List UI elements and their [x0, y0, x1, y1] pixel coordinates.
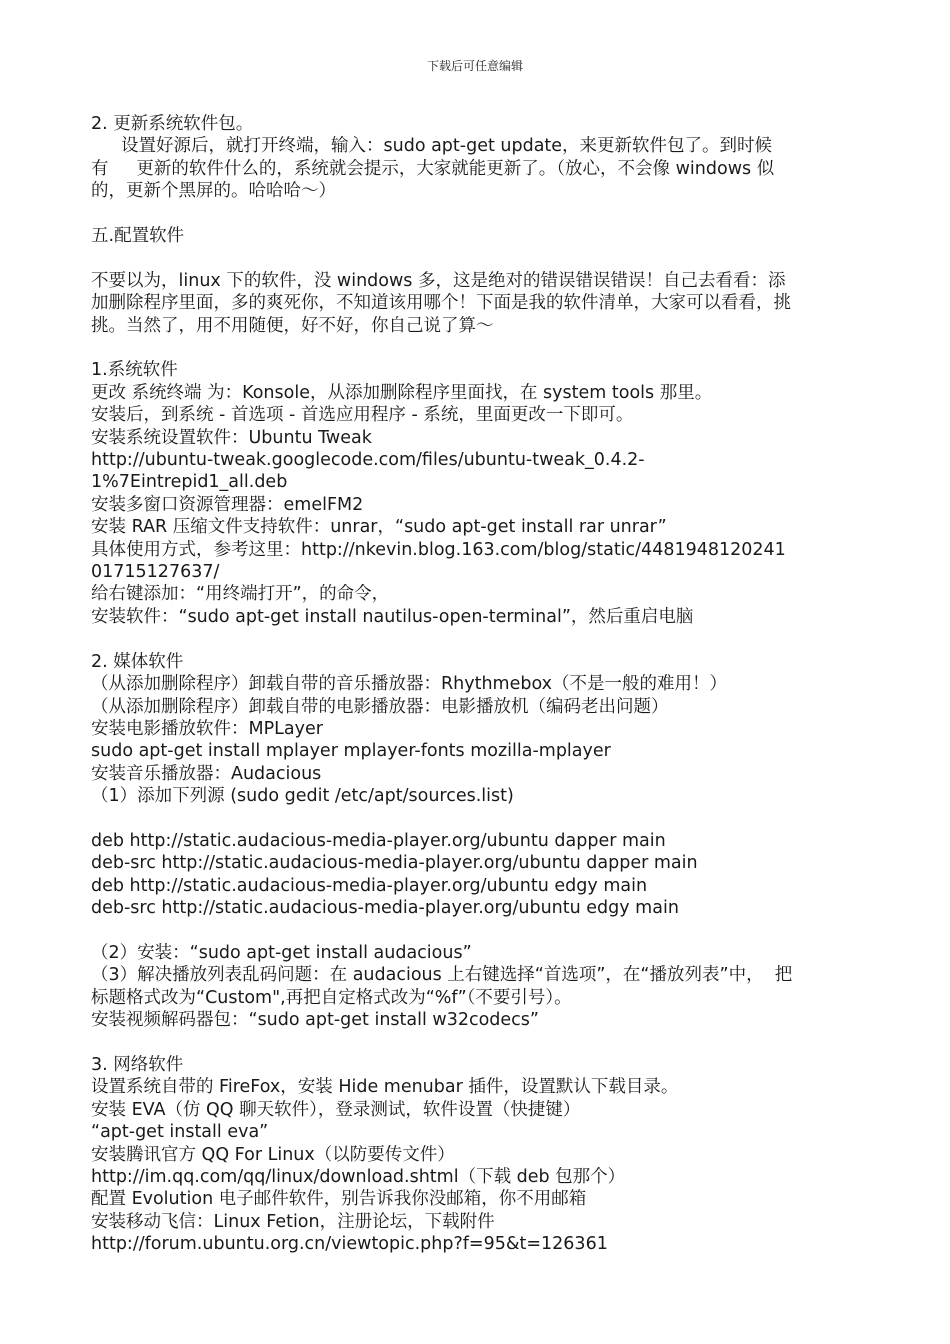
text-line: 安装多窗口资源管理器：emelFM2: [91, 494, 364, 515]
paragraph-line: 加删除程序里面，多的爽死你，不知道该用哪个！下面是我的软件清单，大家可以看看，挑: [91, 293, 791, 314]
url-line: 01715127637/: [91, 562, 220, 583]
subsection-title: 1.系统软件: [91, 360, 178, 381]
text-line: 安装腾讯官方 QQ For Linux（以防要传文件）: [91, 1144, 455, 1165]
text-line: 安装移动飞信：Linux Fetion，注册论坛，下载附件: [91, 1211, 495, 1232]
text-line: （1）添加下列源 (sudo gedit /etc/apt/sources.list): [91, 786, 514, 807]
source-line: deb http://static.audacious-media-player.org/ubuntu edgy main: [91, 875, 648, 896]
paragraph-line: 挑。当然了，用不用随便，好不好，你自己说了算～: [91, 315, 494, 336]
url-line: http://im.qq.com/qq/linux/download.shtml（下载 deb 包那个）: [91, 1166, 626, 1187]
paragraph-line: 的，更新个黑屏的。哈哈哈～）: [91, 181, 336, 202]
spacer: [91, 920, 861, 942]
text-line: （2）安装：“sudo apt-get install audacious”: [91, 942, 472, 963]
command-line: sudo apt-get install mplayer mplayer-fonts mozilla-mplayer: [91, 741, 611, 762]
text-line: 安装音乐播放器：Audacious: [91, 763, 322, 784]
paragraph-line: 有 更新的软件什么的，系统就会提示，大家就能更新了。（放心，不会像 windows 似: [91, 158, 775, 179]
url-line: http://ubuntu-tweak.googlecode.com/files/ubuntu-tweak_0.4.2-: [91, 450, 645, 471]
section-title: 2. 更新系统软件包。: [91, 114, 254, 134]
text-line: （3）解决播放列表乱码问题：在 audacious 上右键选择“首选项”，在“播放列表”中， 把: [91, 965, 793, 986]
spacer: [91, 247, 861, 269]
paragraph-line: 设置好源后，就打开终端，输入：sudo apt-get update，来更新软件包了。到时候: [121, 136, 773, 157]
document-body: [91, 113, 861, 1256]
spacer: [91, 628, 861, 650]
spacer: [91, 808, 861, 830]
subsection-title: 2. 媒体软件: [91, 651, 184, 672]
page-header: 下载后可任意编辑: [426, 59, 523, 73]
text-line: 给右键添加：“用终端打开”，的命令，: [91, 584, 390, 605]
url-line: 1%7Eintrepid1_all.deb: [91, 472, 288, 493]
text-line: 具体使用方式，参考这里：http://nkevin.blog.163.com/blog/static/4481948120241: [91, 539, 786, 560]
text-line: 安装视频解码器包：“sudo apt-get install w32codecs”: [91, 1010, 539, 1031]
text-line: 安装 RAR 压缩文件支持软件：unrar，“sudo apt-get install rar unrar”: [91, 517, 667, 538]
source-line: deb-src http://static.audacious-media-player.org/ubuntu edgy main: [91, 898, 679, 919]
text-line: 设置系统自带的 FireFox，安装 Hide menubar 插件，设置默认下载目录。: [91, 1077, 679, 1098]
text-line: 安装 EVA（仿 QQ 聊天软件），登录测试，软件设置（快捷键）: [91, 1099, 581, 1120]
paragraph-line: 不要以为，linux 下的软件，没 windows 多，这是绝对的错误错误错误！自己去看看：添: [91, 270, 786, 291]
text-line: 安装系统设置软件：Ubuntu Tweak: [91, 427, 372, 448]
spacer: [91, 1032, 861, 1054]
text-line: 标题格式改为“Custom",再把自定格式改为“%f”（不要引号）。: [91, 987, 572, 1008]
text-line: 安装电影播放软件：MPLayer: [91, 718, 323, 739]
text-line: 安装软件：“sudo apt-get install nautilus-open-terminal”，然后重启电脑: [91, 606, 694, 627]
source-line: deb http://static.audacious-media-player.org/ubuntu dapper main: [91, 830, 666, 851]
section-title: 五.配置软件: [91, 226, 185, 247]
subsection-title: 3. 网络软件: [91, 1054, 184, 1075]
command-line: “apt-get install eva”: [91, 1122, 269, 1143]
text-line: （从添加删除程序）卸载自带的音乐播放器：Rhythmebox（不是一般的难用！）: [91, 674, 728, 695]
url-line: http://forum.ubuntu.org.cn/viewtopic.php?f=95&t=126361: [91, 1234, 608, 1255]
spacer: [91, 337, 861, 359]
text-line: 更改 系统终端 为：Konsole，从添加删除程序里面找，在 system tools 那里。: [91, 382, 713, 403]
text-line: 安装后，到系统 - 首选项 - 首选应用程序 - 系统，里面更改一下即可。: [91, 405, 634, 426]
text-line: 配置 Evolution 电子邮件软件，别告诉我你没邮箱，你不用邮箱: [91, 1189, 587, 1210]
spacer: [91, 203, 861, 225]
source-line: deb-src http://static.audacious-media-player.org/ubuntu dapper main: [91, 853, 698, 874]
text-line: （从添加删除程序）卸载自带的电影播放器：电影播放机（编码老出问题）: [91, 696, 669, 717]
